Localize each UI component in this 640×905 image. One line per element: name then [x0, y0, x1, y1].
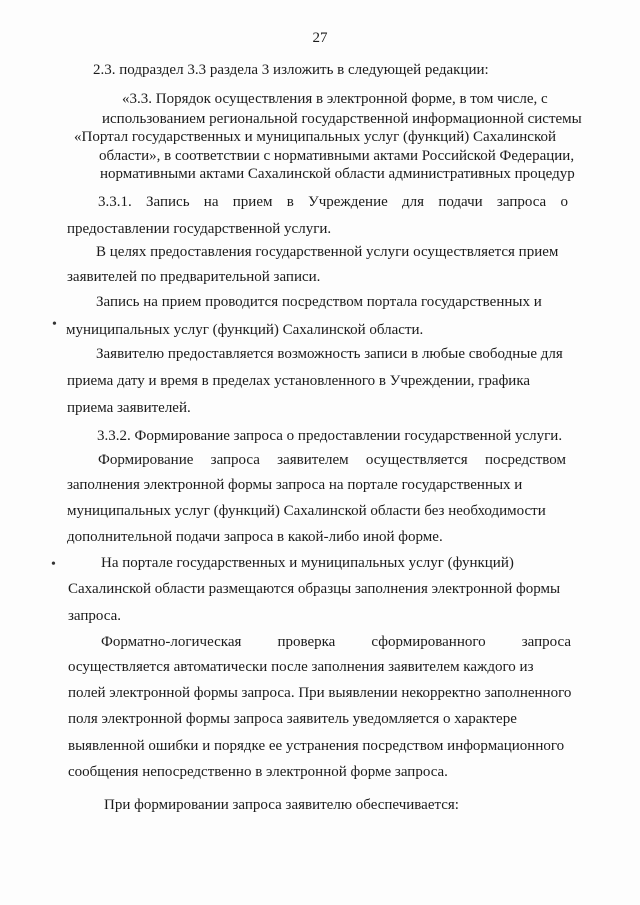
body-line: муниципальных услуг (функций) Сахалинской области. — [66, 322, 424, 338]
body-line: При формировании запроса заявителю обеспечивается: — [104, 797, 459, 813]
body-line: В целях предоставления государственной услуги осуществляется прием — [96, 244, 559, 260]
body-line: поля электронной формы запроса заявитель уведомляется о характере — [68, 711, 517, 727]
heading-line: «3.3. Порядок осуществления в электронной форме, в том числе, с — [122, 91, 548, 107]
body-line: 3.3.2. Формирование запроса о предоставлении государственной услуги. — [97, 428, 563, 444]
page-number: 27 — [312, 30, 328, 46]
body-line: 3.3.1. Запись на прием в Учреждение для подачи запроса о — [98, 194, 568, 210]
margin-mark: • — [52, 317, 57, 332]
body-line: муниципальных услуг (функций) Сахалинской области без необходимости — [67, 503, 546, 519]
heading-line: использованием региональной государственной информационной системы — [102, 111, 582, 127]
body-line: Запись на прием проводится посредством портала государственных и — [96, 294, 542, 310]
margin-mark: • — [51, 557, 56, 572]
body-line: сообщения непосредственно в электронной форме запроса. — [68, 764, 448, 780]
intro-line: 2.3. подраздел 3.3 раздела 3 изложить в следующей редакции: — [93, 62, 489, 78]
body-line: Сахалинской области размещаются образцы заполнения электронной формы — [68, 581, 561, 597]
body-line: заявителей по предварительной записи. — [67, 269, 321, 285]
heading-line: области», в соответствии с нормативными актами Российской Федерации, — [99, 148, 575, 164]
body-line: полей электронной формы запроса. При выявлении некорректно заполненного — [68, 685, 572, 701]
body-line: предоставлении государственной услуги. — [67, 221, 332, 237]
body-line: На портале государственных и муниципальных услуг (функций) — [101, 555, 514, 571]
heading-line: нормативными актами Сахалинской области административных процедур — [100, 166, 575, 182]
body-line: Заявителю предоставляется возможность записи в любые свободные для — [96, 346, 563, 362]
body-line: запроса. — [68, 608, 122, 624]
body-line: заполнения электронной формы запроса на портале государственных и — [67, 477, 523, 493]
body-line: выявленной ошибки и порядке ее устранения посредством информационного — [68, 738, 565, 754]
body-line: Формирование запроса заявителем осуществляется посредством — [98, 452, 566, 468]
body-line: дополнительной подачи запроса в какой-либо иной форме. — [67, 529, 443, 545]
body-line: приема дату и время в пределах установленного в Учреждении, графика — [67, 373, 531, 389]
body-line: Форматно-логическая проверка сформированного запроса — [101, 634, 571, 650]
body-line: осуществляется автоматически после заполнения заявителем каждого из — [68, 659, 534, 675]
body-line: приема заявителей. — [67, 400, 191, 416]
heading-line: «Портал государственных и муниципальных услуг (функций) Сахалинской — [74, 129, 557, 145]
